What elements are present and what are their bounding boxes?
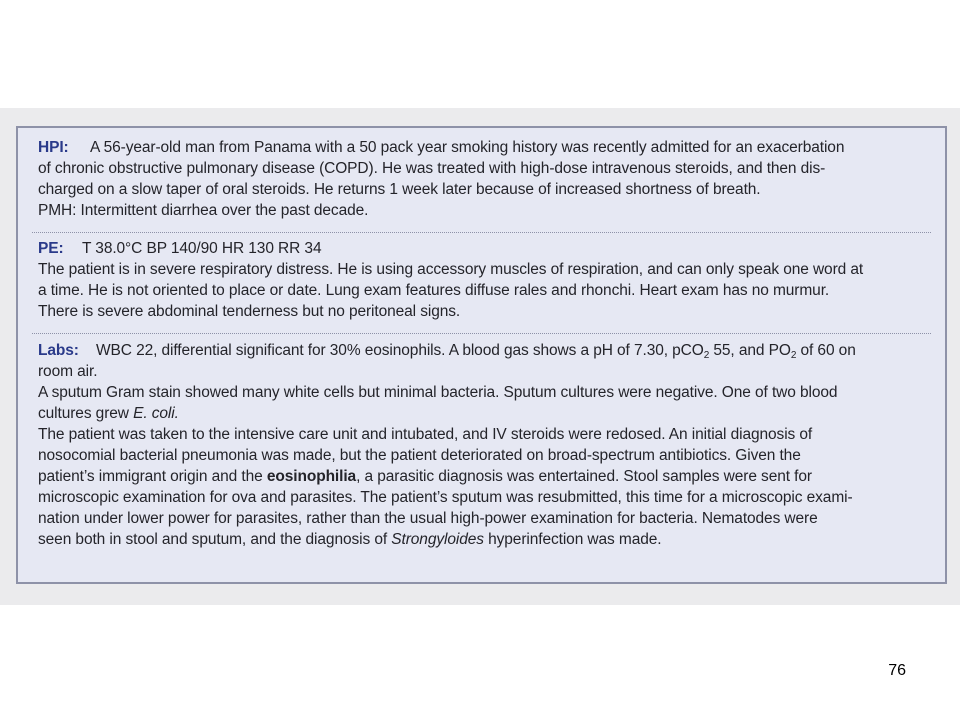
hpi-line: of chronic obstructive pulmonary disease (COPD). He was treated with high-dose intravenous steroids, and then dis- <box>38 160 826 177</box>
pe-line: a time. He is not oriented to place or date. Lung exam features diffuse rales and rhonchi. Heart exam has no murmur. <box>38 282 830 299</box>
course-text: hyperinfection was made. <box>483 531 662 548</box>
course-text: , a parasitic diagnosis was entertained. Stool samples were sent for <box>356 468 812 485</box>
hpi-line: A 56-year-old man from Panama with a 50 pack year smoking history was recently admitted for an exacerbation <box>90 139 845 156</box>
course-line: nation under lower power for parasites, rather than the usual high-power examination for bacteria. Nematodes were <box>38 510 818 527</box>
pmh-line: PMH: Intermittent diarrhea over the past decade. <box>38 202 369 219</box>
case-box <box>16 126 947 584</box>
organism-name: Strongyloides <box>391 531 484 548</box>
scanned-case-image <box>0 108 960 605</box>
page-number: 76 <box>888 662 906 679</box>
labs-text: of 60 on <box>796 342 856 359</box>
hpi-label: HPI: <box>38 139 69 156</box>
subscript: 2 <box>790 350 797 361</box>
course-line: microscopic examination for ova and parasites. The patient’s sputum was resubmitted, this time for a microscopic exami- <box>38 489 853 506</box>
labs-text: 55, and PO <box>709 342 791 359</box>
course-line: The patient was taken to the intensive care unit and intubated, and IV steroids were redosed. An initial diagnosis of <box>38 426 813 443</box>
course-line: nosocomial bacterial pneumonia was made, but the patient deteriorated on broad-spectrum antibiotics. Given the <box>38 447 801 464</box>
labs-section <box>38 340 937 550</box>
pe-line: There is severe abdominal tenderness but no peritoneal signs. <box>38 303 461 320</box>
emphasis-term: eosinophilia <box>266 468 357 485</box>
section-divider <box>32 333 931 334</box>
sputum-text: cultures grew <box>38 405 134 422</box>
section-divider <box>32 232 931 233</box>
labs-label: Labs: <box>38 342 79 359</box>
labs-line: room air. <box>38 363 98 380</box>
organism-name: E. coli. <box>133 405 179 422</box>
subscript: 2 <box>703 350 710 361</box>
labs-text: WBC 22, differential significant for 30% eosinophils. A blood gas shows a pH of 7.30, pCO <box>96 342 704 359</box>
sputum-line: A sputum Gram stain showed many white cells but minimal bacteria. Sputum cultures were negative. One of two blood <box>38 384 838 401</box>
pe-vitals: T 38.0°C BP 140/90 HR 130 RR 34 <box>82 240 322 257</box>
course-text: seen both in stool and sputum, and the diagnosis of <box>38 531 392 548</box>
pe-section <box>38 238 937 322</box>
hpi-section <box>38 137 937 221</box>
pe-label: PE: <box>38 240 64 257</box>
hpi-line: charged on a slow taper of oral steroids. He returns 1 week later because of increased shortness of breath. <box>38 181 761 198</box>
course-text: patient’s immigrant origin and the <box>38 468 267 485</box>
pe-line: The patient is in severe respiratory distress. He is using accessory muscles of respiration, and can only speak one word at <box>38 261 864 278</box>
